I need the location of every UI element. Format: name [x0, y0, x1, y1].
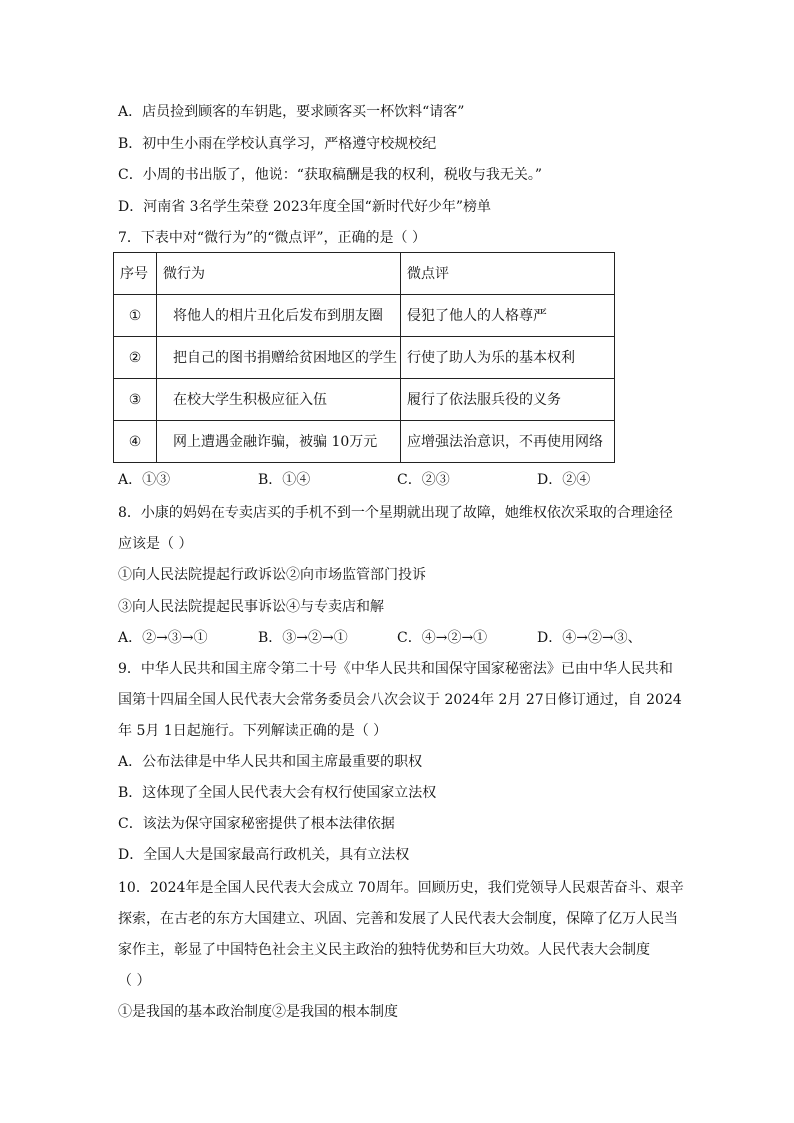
comment-cell: 履行了依法服兵役的义务	[401, 379, 615, 421]
comment-cell: 侵犯了他人的人格尊严	[401, 295, 615, 337]
q9-stem-line: 国第十四届全国人民代表大会常务委员会八次会议于 2024年 2月 27日修订通过，自 2024	[118, 692, 682, 708]
behavior-cell: 网上遭遇金融诈骗，被骗 10万元	[157, 421, 401, 463]
q7-stem: 7．下表中对“微行为”的“微点评”，正确的是（ ）	[118, 230, 426, 246]
q9-option-a: A．公布法律是中华人民共和国主席最重要的职权	[118, 754, 423, 770]
q10-item-line: ①是我国的基本政治制度②是我国的根本制度	[118, 1004, 398, 1020]
behavior-cell: 在校大学生积极应征入伍	[157, 379, 401, 421]
q8-option-b: B．③→②→①	[258, 630, 348, 646]
q8-option-a: A．②→③→①	[118, 630, 208, 646]
q10-stem-line: （ ）	[118, 973, 151, 989]
behavior-cell: 把自己的图书捐赠给贫困地区的学生	[157, 337, 401, 379]
q6-option-d: D．河南省 3名学生荣登 2023年度全国“新时代好少年”榜单	[118, 199, 491, 215]
row-number: ④	[114, 421, 157, 463]
table-row	[114, 421, 615, 463]
q6-option-c: C．小周的书出版了，他说：“获取稿酬是我的权利，税收与我无关。”	[118, 167, 543, 183]
row-number: ②	[114, 337, 157, 379]
q7-option-a: A．①③	[118, 472, 171, 488]
header-cell: 序号	[114, 253, 157, 295]
q10-stem-line: 家作主，彰显了中国特色社会主义民主政治的独特优势和巨大功效。人民代表大会制度	[118, 942, 650, 958]
table-header-row	[114, 253, 615, 295]
q9-option-d: D．全国人大是国家最高行政机关，具有立法权	[118, 847, 410, 863]
q10-stem-line: 10．2024年是全国人民代表大会成立 70周年。回顾历史，我们党领导人民艰苦奋斗、艰辛	[118, 880, 684, 896]
q8-item-line: ①向人民法院提起行政诉讼②向市场监管部门投诉	[118, 567, 426, 583]
row-number: ①	[114, 295, 157, 337]
q8-item-line: ③向人民法院提起民事诉讼④与专卖店和解	[118, 599, 384, 615]
q8-stem-line: 8．小康的妈妈在专卖店买的手机不到一个星期就出现了故障，她维权依次采取的合理途径	[118, 505, 673, 521]
table-row	[114, 337, 615, 379]
header-cell: 微行为	[157, 253, 401, 295]
q9-option-b: B．这体现了全国人民代表大会有权行使国家立法权	[118, 785, 437, 801]
table-row	[114, 295, 615, 337]
comment-cell: 应增强法治意识，不再使用网络	[401, 421, 615, 463]
q6-option-b: B．初中生小雨在学校认真学习，严格遵守校规校纪	[118, 136, 437, 152]
q7-option-c: C．②③	[397, 472, 450, 488]
q10-stem-line: 探索，在古老的东方大国建立、巩固、完善和发展了人民代表大会制度，保障了亿万人民当	[118, 911, 678, 927]
q8-option-c: C．④→②→①	[397, 630, 488, 646]
q9-stem-line: 9．中华人民共和国主席令第二十号《中华人民共和国保守国家秘密法》已由中华人民共和	[118, 661, 673, 677]
q7-option-d: D．②④	[537, 472, 591, 488]
comment-cell: 行使了助人为乐的基本权利	[401, 337, 615, 379]
q7-option-b: B．①④	[258, 472, 311, 488]
behavior-cell: 将他人的相片丑化后发布到朋友圈	[157, 295, 401, 337]
q8-option-d: D．④→②→③、	[537, 630, 642, 646]
q9-option-c: C．该法为保守国家秘密提供了根本法律依据	[118, 816, 395, 832]
q9-stem-line: 年 5月 1日起施行。下列解读正确的是（ ）	[118, 723, 388, 739]
table-row	[114, 379, 615, 421]
q8-stem-line: 应该是（ ）	[118, 536, 193, 552]
header-cell: 微点评	[401, 253, 615, 295]
q7-table	[113, 252, 615, 463]
q6-option-a: A．店员捡到顾客的车钥匙，要求顾客买一杯饮料“请客”	[118, 104, 465, 120]
row-number: ③	[114, 379, 157, 421]
